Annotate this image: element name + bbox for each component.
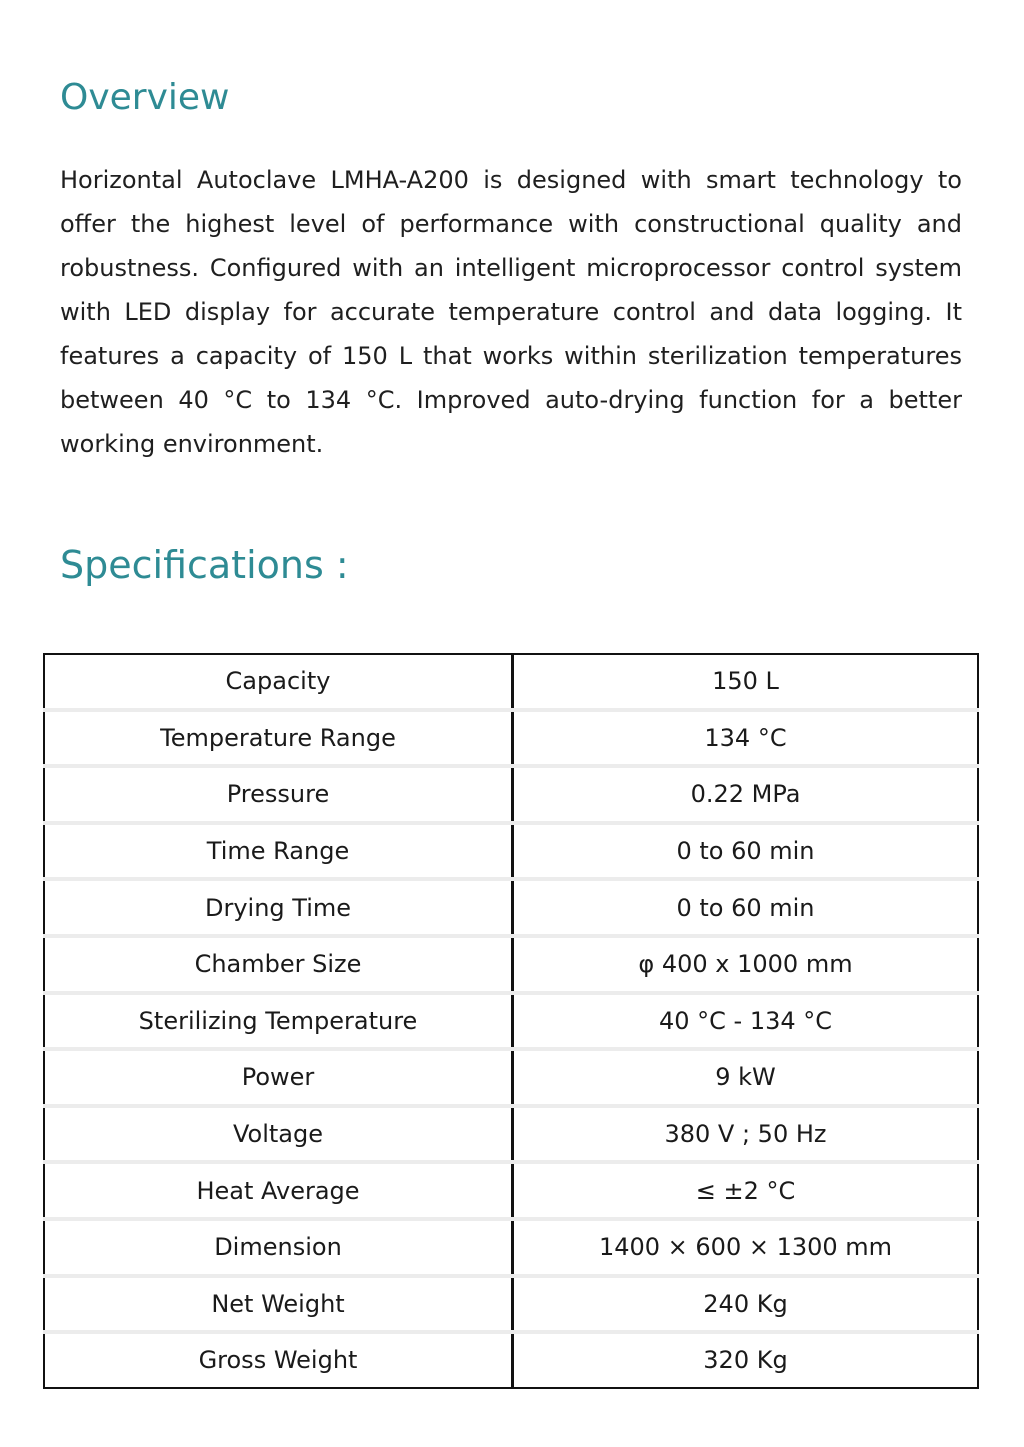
spec-label: Gross Weight (44, 1332, 513, 1388)
spec-label: Pressure (44, 766, 513, 823)
spec-value: 320 Kg (513, 1332, 979, 1388)
spec-row (44, 823, 978, 880)
spec-row (44, 1106, 978, 1163)
spec-row (44, 710, 978, 767)
overview-paragraph: Horizontal Autoclave LMHA-A200 is designed with smart technology to offer the highest level of performance with constructional quality and robustness. Configured with an intelligent microprocessor control system with LED display for accurate temperature control and data logging. It features a capacity of 150 L that works within sterilization temperatures between 40 °C to 134 °C. Improved auto-drying function for a better working environment. (60, 166, 962, 458)
spec-label: Dimension (44, 1219, 513, 1276)
spec-value: 380 V ; 50 Hz (513, 1106, 979, 1163)
spec-value: 134 °C (513, 710, 979, 767)
specifications-heading: Specifications : (60, 543, 349, 587)
specifications-table (43, 653, 979, 1389)
spec-value: 1400 × 600 × 1300 mm (513, 1219, 979, 1276)
spec-row (44, 766, 978, 823)
spec-row (44, 879, 978, 936)
spec-label: Voltage (44, 1106, 513, 1163)
spec-label: Capacity (44, 654, 513, 710)
spec-value: 0.22 MPa (513, 766, 979, 823)
spec-label: Chamber Size (44, 936, 513, 993)
spec-value: 150 L (712, 667, 779, 696)
spec-label: Time Range (44, 823, 513, 880)
spec-row (44, 936, 978, 993)
spec-value: φ 400 x 1000 mm (513, 936, 979, 993)
spec-value: 240 Kg (513, 1276, 979, 1333)
spec-row (44, 654, 978, 710)
spec-row (44, 1276, 978, 1333)
spec-label: Temperature Range (44, 710, 513, 767)
spec-value: 9 kW (513, 1049, 979, 1106)
spec-label: Heat Average (44, 1162, 513, 1219)
spec-row (44, 1219, 978, 1276)
spec-row (44, 1332, 978, 1388)
spec-value: ≤ ±2 °C (513, 1162, 979, 1219)
spec-label: Drying Time (44, 879, 513, 936)
spec-label: Power (44, 1049, 513, 1106)
spec-row (44, 993, 978, 1050)
spec-value: 0 to 60 min (513, 823, 979, 880)
overview-heading: Overview (60, 77, 230, 118)
spec-row (44, 1049, 978, 1106)
spec-row (44, 1162, 978, 1219)
spec-label: Sterilizing Temperature (44, 993, 513, 1050)
spec-label: Net Weight (44, 1276, 513, 1333)
spec-value: 0 to 60 min (513, 879, 979, 936)
spec-value: 40 °C - 134 °C (513, 993, 979, 1050)
